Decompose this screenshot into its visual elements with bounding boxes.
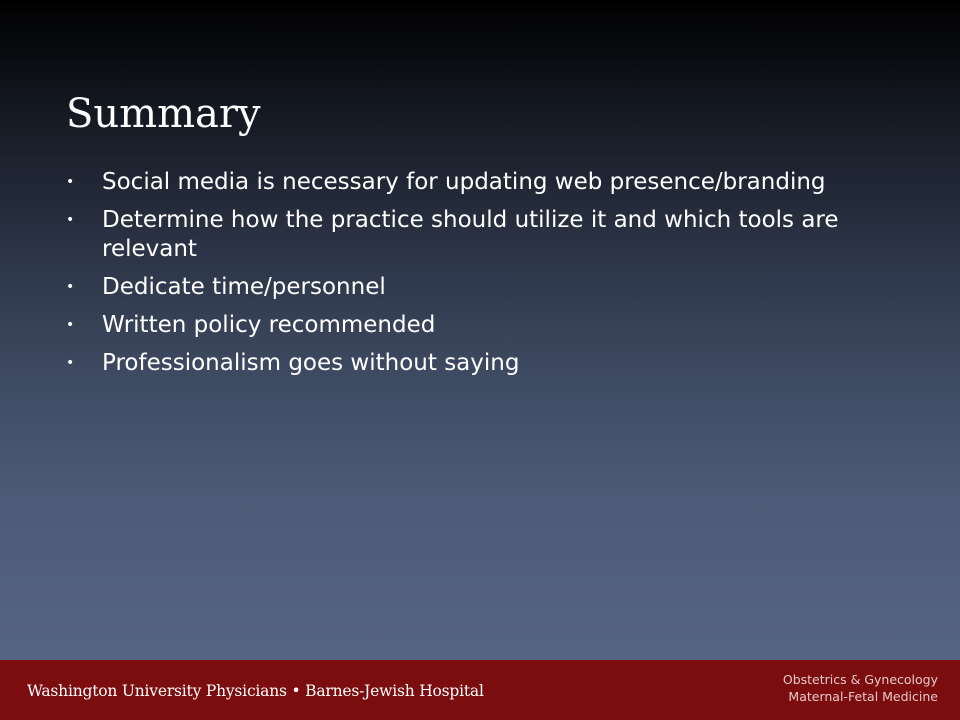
bullet-text: Determine how the practice should utilize it and which tools are relevant [102, 207, 839, 262]
bullet-item [66, 206, 846, 264]
bullet-dot-icon: • [66, 355, 75, 371]
bullet-dot-icon: • [66, 317, 75, 333]
footer-department [783, 671, 938, 705]
bullet-item [66, 311, 846, 340]
bullet-text: Social media is necessary for updating web presence/branding [102, 169, 826, 195]
bullet-item [66, 168, 846, 197]
footer-bar [0, 660, 960, 720]
slide-title: Summary [66, 91, 261, 137]
bullet-text: Professionalism goes without saying [102, 350, 520, 376]
footer-department-line2: Maternal-Fetal Medicine [788, 689, 938, 704]
bullet-dot-icon: • [66, 212, 75, 228]
footer-brand-text: Washington University Physicians • Barnes-Jewish Hospital [27, 682, 484, 700]
bullet-item [66, 273, 846, 302]
bullet-dot-icon: • [66, 174, 75, 190]
bullet-list [66, 168, 846, 387]
bullet-dot-icon: • [66, 279, 75, 295]
footer-department-line1: Obstetrics & Gynecology [782, 672, 938, 687]
bullet-text: Dedicate time/personnel [102, 274, 386, 300]
bullet-text: Written policy recommended [102, 312, 436, 338]
bullet-item [66, 349, 846, 378]
